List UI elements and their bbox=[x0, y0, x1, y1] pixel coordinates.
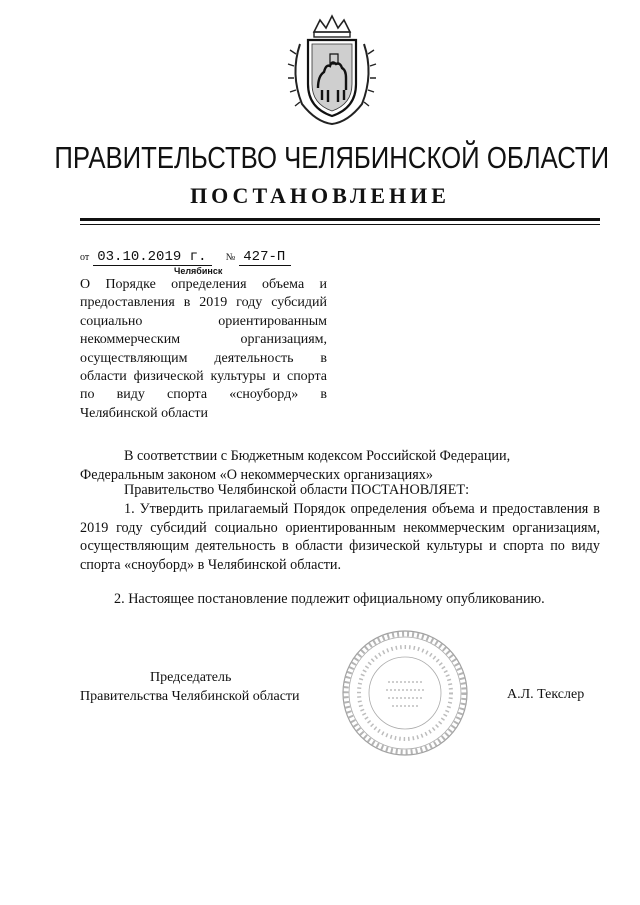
header-divider-thin bbox=[80, 224, 600, 225]
from-label: от bbox=[80, 252, 90, 263]
resolution-item-1: 1. Утвердить прилагаемый Порядок определения объема и предоставления в 2019 году субсидий социально ориентированным некоммерческим организациям, осуществляющим деятельность в области физической культуры и спорта по виду спорта «сноуборд» в Челябинской области. bbox=[80, 501, 600, 573]
official-seal-stamp-icon bbox=[340, 628, 470, 758]
coat-of-arms-icon bbox=[286, 14, 378, 126]
resolution-item-2: 2. Настоящее постановление подлежит официальному опубликованию. bbox=[114, 591, 545, 607]
document-subject: О Порядке определения объема и предоставления в 2019 году субсидий социально ориентированным некоммерческим организациям, осуществляющим деятельность в области физической культуры и спорта по виду спорта «сноуборд» в Челябинской области bbox=[80, 277, 327, 421]
document-type-heading: ПОСТАНОВЛЕНИЕ bbox=[190, 183, 450, 208]
number-label: № bbox=[225, 252, 236, 263]
resolves-line: Правительство Челябинской области ПОСТАНОВЛЯЕТ: bbox=[124, 482, 470, 498]
document-date: 03.10.2019 г. bbox=[93, 249, 212, 266]
city-name: Челябинск bbox=[174, 266, 223, 276]
preamble-line: В соответствии с Бюджетным кодексом Российской Федерации, bbox=[124, 448, 511, 464]
preamble-line-2: Федеральным законом «О некоммерческих организациях» bbox=[80, 467, 433, 483]
header-divider-thick bbox=[80, 218, 600, 221]
organization-title: ПРАВИТЕЛЬСТВО ЧЕЛЯБИНСКОЙ ОБЛАСТИ bbox=[54, 140, 610, 175]
document-number: 427-П bbox=[239, 249, 291, 266]
position-line-2: Правительства Челябинской области bbox=[80, 689, 300, 704]
signatory-name: А.Л. Текслер bbox=[507, 687, 585, 702]
signatory-position bbox=[80, 668, 300, 706]
registration-line bbox=[80, 248, 291, 266]
position-line-1: Председатель bbox=[150, 670, 232, 685]
